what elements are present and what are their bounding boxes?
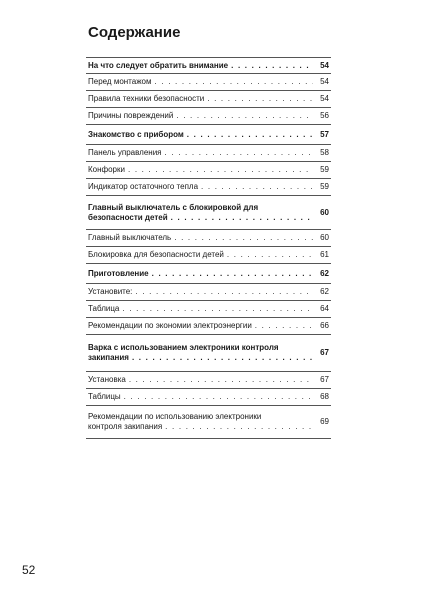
toc-entry (86, 388, 331, 405)
leader-dots (174, 233, 313, 243)
toc-entry (86, 405, 331, 439)
toc-entry-page: 57 (320, 129, 329, 139)
toc-entry-text: Правила техники безопасности (88, 94, 205, 103)
toc-entry-text: Перед монтажом (88, 77, 152, 86)
table-of-contents (86, 57, 331, 439)
leader-dots (227, 250, 313, 260)
toc-entry-text: Установите: (88, 287, 133, 296)
toc-entry-text-cont: закипания (88, 353, 129, 362)
toc-entry (86, 73, 331, 90)
toc-entry-page: 58 (320, 148, 329, 157)
toc-entry-page: 69 (320, 417, 329, 426)
leader-dots (128, 165, 313, 175)
toc-entry-text: Главный выключатель с блокировкой для (88, 202, 259, 212)
toc-entry (86, 178, 331, 195)
leader-dots (135, 287, 313, 297)
toc-entry-page: 59 (320, 165, 329, 174)
leader-dots (201, 182, 313, 192)
toc-entry-page: 60 (320, 207, 329, 217)
toc-entry (86, 124, 331, 144)
toc-entry-page: 62 (320, 268, 329, 278)
toc-entry-text: Рекомендации по использованию электроники (88, 412, 262, 421)
leader-dots (155, 77, 313, 87)
toc-entry (86, 246, 331, 263)
toc-entry-text: Панель управления (88, 148, 162, 157)
leader-dots (165, 148, 314, 158)
toc-entry (86, 107, 331, 124)
toc-entry (86, 283, 331, 300)
leader-dots (187, 130, 313, 140)
toc-entry-page: 64 (320, 304, 329, 313)
toc-entry-page: 54 (320, 77, 329, 86)
toc-entry-page: 60 (320, 233, 329, 242)
toc-entry-page: 62 (320, 287, 329, 296)
toc-entry (86, 195, 331, 229)
toc-entry-page: 67 (320, 375, 329, 384)
toc-entry (86, 263, 331, 283)
toc-entry (86, 317, 331, 334)
toc-entry-page: 68 (320, 392, 329, 401)
toc-entry-text: Варка с использованием электроники контроля (88, 343, 279, 352)
toc-entry-text: Конфорки (88, 165, 125, 174)
toc-entry-text: Таблицы (88, 392, 121, 401)
toc-entry-page: 54 (320, 60, 329, 70)
toc-entry (86, 334, 331, 371)
leader-dots (176, 111, 313, 121)
leader-dots (171, 213, 313, 223)
leader-dots (132, 353, 313, 363)
leader-dots (231, 61, 313, 71)
toc-entry-page: 59 (320, 182, 329, 191)
leader-dots (255, 321, 313, 331)
toc-entry-page: 66 (320, 321, 329, 330)
page-number: 52 (22, 563, 36, 577)
leader-dots (122, 304, 313, 314)
toc-entry-page: 61 (320, 250, 329, 259)
toc-entry-text: Таблица (88, 304, 120, 313)
toc-entry (86, 144, 331, 161)
toc-entry (86, 57, 331, 73)
toc-entry-text: Причины повреждений (88, 111, 174, 120)
leader-dots (165, 422, 313, 432)
page-title: Содержание (88, 24, 181, 41)
toc-entry-text: Блокировка для безопасности детей (88, 250, 224, 259)
toc-entry-page: 67 (320, 348, 329, 357)
toc-entry (86, 229, 331, 246)
toc-entry-text: Приготовление (88, 268, 149, 278)
toc-entry-text: Рекомендации по экономии электроэнергии (88, 321, 252, 330)
toc-entry-page: 54 (320, 94, 329, 103)
toc-entry-text-cont: безопасности детей (88, 212, 168, 222)
leader-dots (207, 94, 313, 104)
leader-dots (124, 392, 313, 402)
toc-entry (86, 90, 331, 107)
toc-entry (86, 300, 331, 317)
toc-entry (86, 161, 331, 178)
toc-entry (86, 371, 331, 388)
toc-entry-text: Знакомство с прибором (88, 129, 184, 139)
toc-entry-text: Главный выключатель (88, 233, 172, 242)
toc-entry-text: Индикатор остаточного тепла (88, 182, 199, 191)
toc-entry-text: Установка (88, 375, 126, 384)
toc-entry-text-cont: контроля закипания (88, 422, 163, 431)
toc-entry-text: На что следует обратить внимание (88, 60, 229, 70)
leader-dots (129, 375, 313, 385)
leader-dots (152, 269, 313, 279)
toc-entry-page: 56 (320, 111, 329, 120)
